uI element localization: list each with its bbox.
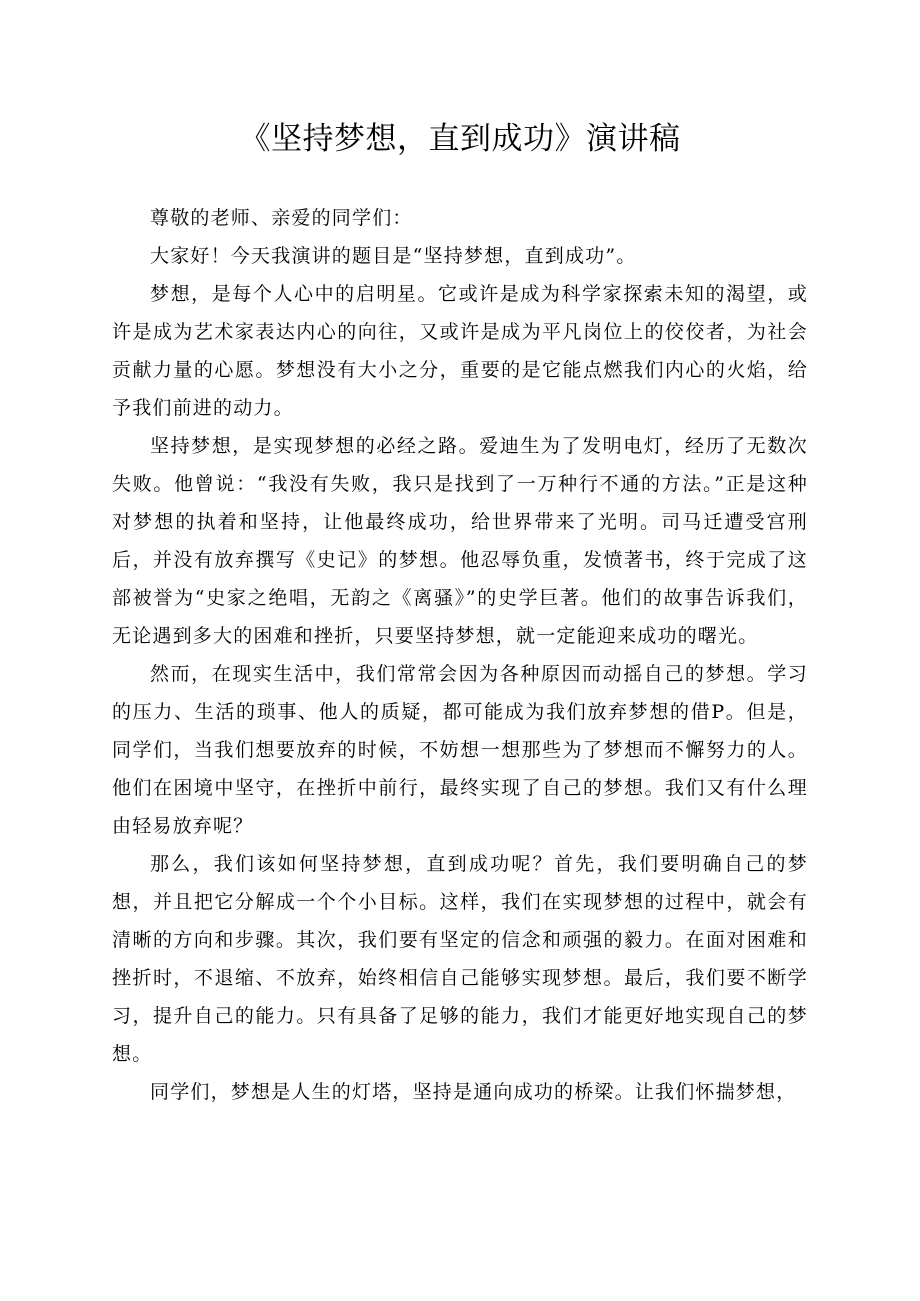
body-paragraph: 坚持梦想，是实现梦想的必经之路。爱迪生为了发明电灯，经历了无数次失败。他曾说：“我没有失败，我只是找到了一万种行不通的方法。”正是这种对梦想的执着和坚持，让他最终成功，给世界带来了光明。司马迁遭受宫刑后，并没有放弃撰写《史记》的梦想。他忍辱负重，发愤著书，终于完成了这部被誉为“史家之绝唱，无韵之《离骚》”的史学巨著。他们的故事告诉我们，无论遇到多大的困难和挫折，只要坚持梦想，就一定能迎来成功的曙光。 [112, 435, 808, 647]
body-paragraph: 然而，在现实生活中，我们常常会因为各种原因而动摇自己的梦想。学习的压力、生活的琐事、他人的质疑，都可能成为我们放弃梦想的借P。但是，同学们，当我们想要放弃的时候，不妨想一想那些为了梦想而不懈努力的人。他们在困境中坚守，在挫折中前行，最终实现了自己的梦想。我们又有什么理由轻易放弃呢？ [112, 663, 808, 837]
document-body [112, 199, 808, 1111]
body-paragraph: 那么，我们该如何坚持梦想，直到成功呢？首先，我们要明确自己的梦想，并且把它分解成一个个小目标。这样，我们在实现梦想的过程中，就会有清晰的方向和步骤。其次，我们要有坚定的信念和顽强的毅力。在面对困难和挫折时，不退缩、不放弃，始终相信自己能够实现梦想。最后，我们要不断学习，提升自己的能力。只有具备了足够的能力，我们才能更好地实现自己的梦想。 [112, 853, 808, 1065]
body-paragraph: 同学们，梦想是人生的灯塔，坚持是通向成功的桥梁。让我们怀揣梦想， [150, 1081, 797, 1103]
salutation-paragraph: 尊敬的老师、亲爱的同学们： [150, 207, 413, 229]
greeting-paragraph: 大家好！今天我演讲的题目是“坚持梦想，直到成功”。 [150, 245, 637, 267]
body-paragraph: 梦想，是每个人心中的启明星。它或许是成为科学家探索未知的渴望，或许是成为艺术家表达内心的向往，又或许是成为平凡岗位上的佼佼者，为社会贡献力量的心愿。梦想没有大小之分，重要的是它能点燃我们内心的火焰，给予我们前进的动力。 [112, 283, 808, 419]
document-title: 《坚持梦想，直到成功》演讲稿 [239, 121, 681, 157]
